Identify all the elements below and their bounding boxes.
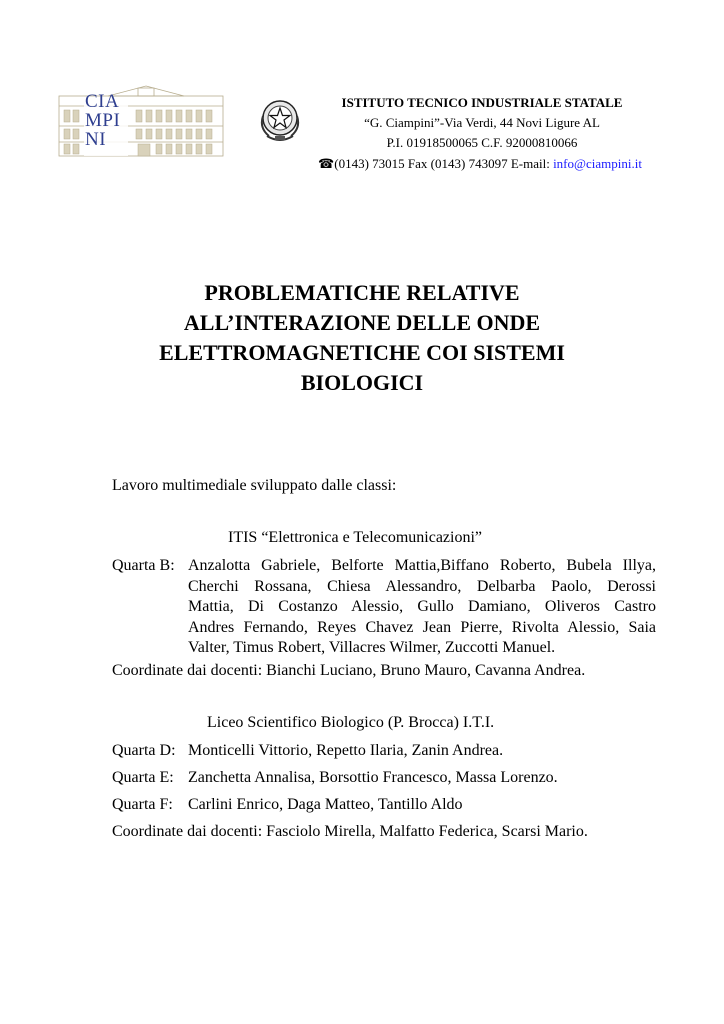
title-line: ALL’INTERAZIONE DELLE ONDE — [183, 310, 541, 335]
institute-name: ISTITUTO TECNICO INDUSTRIALE STATALE — [341, 95, 623, 110]
title-line: ELETTROMAGNETICHE COI SISTEMI — [159, 340, 565, 365]
logo-line-3: NI — [85, 129, 107, 150]
students-line: Anzalotta Gabriele, Belforte Mattia,Biffano Roberto, Bubela Illya, — [188, 557, 656, 574]
document-title — [100, 278, 624, 398]
students-line: Mattia, Di Costanzo Alessio, Gullo Damiano, Oliveros Castro — [188, 598, 656, 615]
liceo-heading: Liceo Scientifico Biologico (P. Brocca) I.T.I. — [207, 714, 495, 731]
students-line: Valter, Timus Robert, Villacres Wilmer, Zuccotti Manuel. — [188, 639, 556, 656]
school-header — [312, 93, 652, 153]
telephone-icon: ☎ — [318, 156, 335, 171]
liceo-coordinators: Coordinate dai docenti: Fasciolo Mirella, Malfatto Federica, Scarsi Mario. — [112, 823, 588, 840]
logo-line-1: CIA — [85, 91, 120, 112]
intro-text: Lavoro multimediale sviluppato dalle classi: — [112, 477, 397, 494]
students-line: Andres Fernando, Reyes Chavez Jean Pierre, Rivolta Alessio, Saia — [188, 618, 656, 636]
phone-fax: (0143) 73015 Fax (0143) 743097 E-mail: — [334, 156, 554, 171]
class-label-quarta-d: Quarta D: — [112, 742, 176, 759]
title-line: PROBLEMATICHE RELATIVE — [204, 280, 520, 305]
logo-lettering — [85, 92, 129, 149]
itis-coordinators: Coordinate dai docenti: Bianchi Luciano, Bruno Mauro, Cavanna Andrea. — [112, 662, 586, 679]
building-drawing-icon — [58, 84, 224, 158]
title-line: BIOLOGICI — [300, 370, 424, 395]
school-address: “G. Ciampini”-Via Verdi, 44 Novi Ligure AL — [364, 115, 600, 130]
email-link[interactable]: info@ciampini.it — [553, 156, 642, 171]
logo-line-2: MPI — [85, 110, 121, 131]
students-quarta-f: Carlini Enrico, Daga Matteo, Tantillo Aldo — [188, 796, 463, 813]
contact-line — [300, 156, 660, 172]
students-quarta-e: Zanchetta Annalisa, Borsottio Francesco, Massa Lorenzo. — [188, 769, 558, 786]
tax-codes: P.I. 01918500065 C.F. 92000810066 — [386, 135, 578, 150]
students-quarta-d: Monticelli Vittorio, Repetto Ilaria, Zanin Andrea. — [188, 742, 504, 759]
class-label-quarta-b: Quarta B: — [112, 557, 175, 574]
class-label-quarta-f: Quarta F: — [112, 796, 173, 813]
class-label-quarta-e: Quarta E: — [112, 769, 174, 786]
students-line: Cherchi Rossana, Chiesa Alessandro, Delbarba Paolo, Derossi — [188, 577, 656, 595]
emblem-icon — [257, 96, 303, 144]
school-logo — [58, 84, 224, 158]
itis-heading: ITIS “Elettronica e Telecomunicazioni” — [228, 529, 483, 546]
students-quarta-b — [188, 556, 656, 659]
